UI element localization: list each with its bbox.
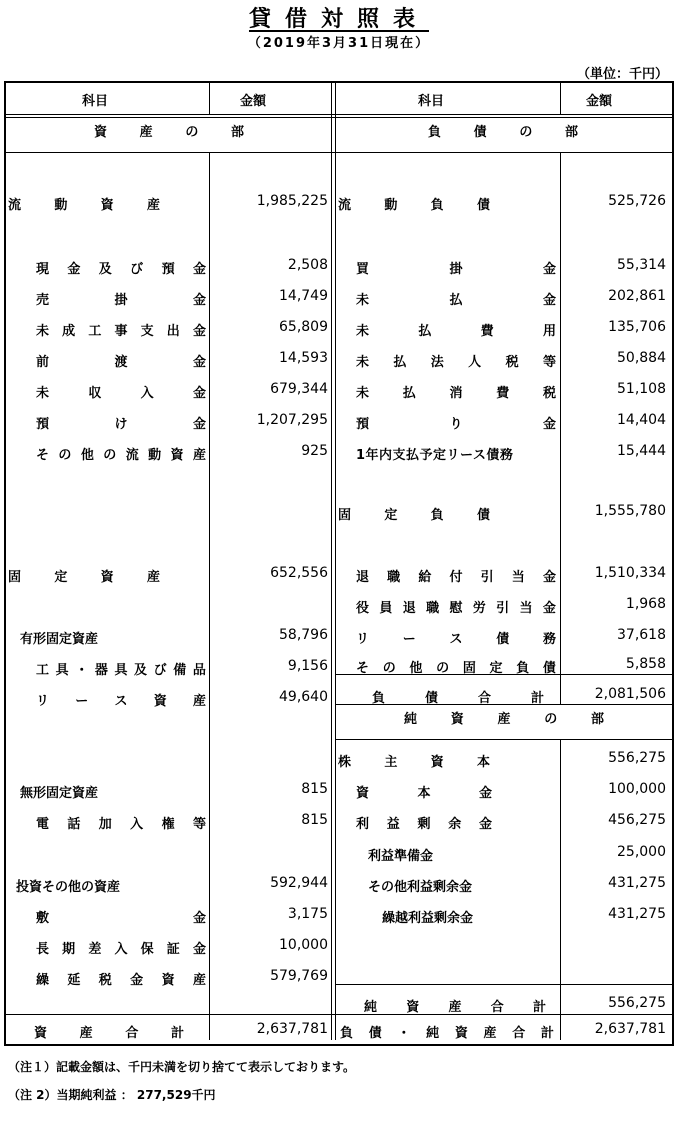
value-retained-earnings: 456,275 — [608, 812, 666, 828]
section-liabilities: 負 債 の 部 — [428, 125, 578, 140]
label-total-net-assets: 純 資 産 合 計 — [364, 1000, 546, 1015]
label-current-assets: 流 動 資 産 — [8, 198, 160, 213]
liability-item-value: 55,314 — [617, 257, 666, 273]
divider — [331, 83, 332, 1040]
value-capital: 100,000 — [608, 781, 666, 797]
liability-item-value: 202,861 — [608, 288, 666, 304]
liability-item-value: 51,108 — [617, 381, 666, 397]
note-2: （注 2）当期純利益 ： 277,529千円 — [8, 1088, 216, 1102]
divider — [560, 153, 561, 705]
divider — [560, 83, 561, 115]
value-carried-forward: 431,275 — [608, 906, 666, 922]
header-kamoku-left: 科目 — [82, 94, 109, 109]
label-tangible: 有形固定資産 — [20, 632, 99, 647]
asset-item-label: 電 話 加 入 権 等 — [36, 817, 206, 832]
label-legal-reserve: 利益準備金 — [368, 849, 434, 864]
asset-item-label: 未 成 工 事 支 出 金 — [36, 324, 206, 339]
asset-item-value: 925 — [301, 443, 328, 459]
label-capital: 資 本 金 — [356, 786, 492, 801]
value-grand-total: 2,637,781 — [594, 1021, 666, 1037]
liability-item-label: 1年内支払予定リース債務 — [356, 448, 514, 463]
value-fixed-liabilities: 1,555,780 — [594, 503, 666, 519]
value-fixed-assets: 652,556 — [270, 565, 328, 581]
asset-item-label: そ の 他 の 流 動 資 産 — [36, 448, 206, 463]
liability-item-label: 未 払 消 費 税 — [356, 386, 556, 401]
divider — [6, 117, 672, 118]
liability-item-value: 1,510,334 — [594, 565, 666, 581]
liability-item-label: 退 職 給 付 引 当 金 — [356, 570, 556, 585]
asset-item-label: 工 具 ・ 器 具 及 び 備 品 — [36, 663, 206, 678]
asset-item-label: 預 け 金 — [36, 417, 206, 432]
asset-item-value: 815 — [301, 812, 328, 828]
divider — [6, 114, 672, 115]
value-total-assets: 2,637,781 — [256, 1021, 328, 1037]
value-other-retained: 431,275 — [608, 875, 666, 891]
value-legal-reserve: 25,000 — [617, 844, 666, 860]
liability-item-label: リ ー ス 債 務 — [356, 632, 556, 647]
asset-item-label: リ ー ス 資 産 — [36, 694, 206, 709]
asset-item-value: 14,749 — [279, 288, 328, 304]
divider — [336, 984, 672, 985]
label-shareholders-equity: 株 主 資 本 — [338, 755, 490, 770]
asset-item-label: 前 渡 金 — [36, 355, 206, 370]
label-total-assets: 資 産 合 計 — [34, 1026, 184, 1041]
divider — [209, 83, 210, 115]
liability-item-value: 1,968 — [625, 596, 666, 612]
liability-item-value: 5,858 — [625, 656, 666, 672]
liability-item-label: 買 掛 金 — [356, 262, 556, 277]
liability-item-label: 預 り 金 — [356, 417, 556, 432]
value-shareholders-equity: 556,275 — [608, 750, 666, 766]
liability-item-label: 未 払 金 — [356, 293, 556, 308]
asset-item-value: 14,593 — [279, 350, 328, 366]
asset-item-value: 2,508 — [287, 257, 328, 273]
liability-item-value: 15,444 — [617, 443, 666, 459]
header-kamoku-right: 科目 — [418, 94, 445, 109]
note-1: （注１）記載金額は、千円未満を切り捨てて表示しております。 — [8, 1060, 356, 1074]
asset-item-label: 現 金 及 び 預 金 — [36, 262, 206, 277]
asset-item-value: 679,344 — [270, 381, 328, 397]
divider — [6, 1014, 672, 1015]
label-grand-total: 負 債 ・ 純 資 産 合 計 — [340, 1026, 554, 1041]
liability-item-value: 37,618 — [617, 627, 666, 643]
liability-item-label: 未 払 法 人 税 等 — [356, 355, 556, 370]
liability-item-value: 50,884 — [617, 350, 666, 366]
section-net-assets: 純 資 産 の 部 — [404, 712, 604, 727]
asset-item-value: 9,156 — [287, 658, 328, 674]
value-investments: 592,944 — [270, 875, 328, 891]
divider — [560, 740, 561, 1040]
value-current-liabilities: 525,726 — [608, 193, 666, 209]
unit-label: （単位：千円） — [576, 67, 668, 82]
label-fixed-liabilities: 固 定 負 債 — [338, 508, 490, 523]
asset-item-value: 1,207,295 — [256, 412, 328, 428]
divider — [336, 739, 672, 740]
header-kingaku-left: 金額 — [240, 94, 267, 109]
header-kingaku-right: 金額 — [586, 94, 613, 109]
label-retained-earnings: 利 益 剰 余 金 — [356, 817, 492, 832]
section-assets: 資 産 の 部 — [94, 125, 244, 140]
balance-sheet-table — [4, 81, 674, 1046]
label-total-liabilities: 負 債 合 計 — [372, 691, 544, 706]
label-investments: 投資その他の資産 — [16, 880, 121, 895]
value-current-assets: 1,985,225 — [256, 193, 328, 209]
asset-item-value: 65,809 — [279, 319, 328, 335]
asset-item-label: 未 収 入 金 — [36, 386, 206, 401]
asset-item-label: 繰 延 税 金 資 産 — [36, 973, 206, 988]
value-total-net-assets: 556,275 — [608, 995, 666, 1011]
value-total-liabilities: 2,081,506 — [594, 686, 666, 702]
asset-item-value: 579,769 — [270, 968, 328, 984]
liability-item-label: そ の 他 の 固 定 負 債 — [356, 661, 556, 676]
asset-item-value: 3,175 — [287, 906, 328, 922]
asset-item-label: 売 掛 金 — [36, 293, 206, 308]
value-tangible: 58,796 — [279, 627, 328, 643]
asset-item-value: 10,000 — [279, 937, 328, 953]
label-other-retained: その他利益剰余金 — [368, 880, 473, 895]
label-fixed-assets: 固 定 資 産 — [8, 570, 160, 585]
date-subtitle: （2019年3月31日現在） — [247, 36, 431, 51]
label-carried-forward: 繰越利益剰余金 — [382, 911, 474, 926]
asset-item-label: 敷 金 — [36, 911, 206, 926]
label-current-liabilities: 流 動 負 債 — [338, 198, 490, 213]
divider — [209, 153, 210, 1040]
divider — [6, 152, 672, 153]
liability-item-value: 135,706 — [608, 319, 666, 335]
page-title: 貸借対照表 — [248, 7, 429, 32]
liability-item-value: 14,404 — [617, 412, 666, 428]
value-intangible: 815 — [301, 781, 328, 797]
asset-item-value: 49,640 — [279, 689, 328, 705]
liability-item-label: 未 払 費 用 — [356, 324, 556, 339]
liability-item-label: 役 員 退 職 慰 労 引 当 金 — [356, 601, 556, 616]
divider — [335, 83, 336, 1040]
label-intangible: 無形固定資産 — [20, 786, 99, 801]
asset-item-label: 長 期 差 入 保 証 金 — [36, 942, 206, 957]
